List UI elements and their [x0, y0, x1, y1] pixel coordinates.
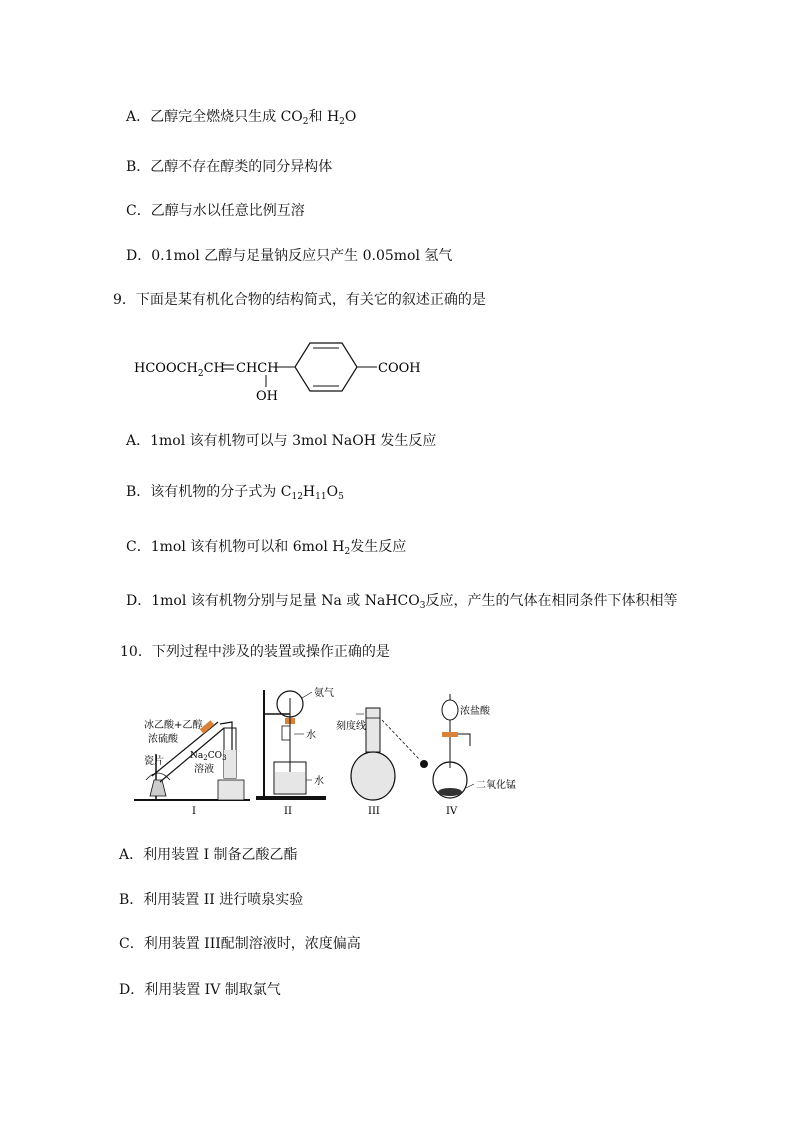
structure-oh: OH — [256, 389, 278, 404]
label-na2co3: $Na_2CO_3$ — [190, 751, 227, 762]
apparatus-ii — [256, 686, 334, 817]
q9-stem: 9．下面是某有机化合物的结构简式，有关它的叙述正确的是 — [113, 292, 486, 308]
stopper-iv — [442, 732, 458, 737]
q10-stem: 10．下列过程中涉及的装置或操作正确的是 — [120, 644, 390, 660]
q9-option-c: C．1mol 该有机物可以和 6mol $H_2$发生反应 — [126, 539, 407, 557]
label-mno2: 二氧化锰 — [476, 780, 516, 791]
q10-apparatus-figure — [130, 684, 530, 824]
benzene-ring — [295, 343, 357, 391]
structure-chch: CHCH — [236, 361, 279, 376]
funnel-iv — [442, 700, 458, 720]
q9-option-b: B．该有机物的分子式为 $C_{12}H_{11}O_5$ — [126, 484, 344, 502]
label-water2: 水 — [314, 776, 324, 787]
label-ethanol-acid: 冰乙酸+乙醇 — [144, 720, 203, 731]
label-conc-hcl: 浓盐酸 — [460, 706, 490, 717]
q10-option-d: D．利用装置 IV 制取氯气 — [119, 982, 281, 998]
flask-neck-iii — [366, 708, 380, 752]
q10-option-c: C．利用装置 III配制溶液时，浓度偏高 — [119, 936, 361, 952]
label-scale-line: 刻度线 — [336, 721, 366, 732]
q9-option-a: A．1mol 该有机物可以与 3mol NaOH 发生反应 — [126, 433, 437, 449]
label-porcelain: 瓷片 — [144, 756, 164, 767]
label-ammonia: 氨气 — [314, 688, 334, 699]
sight-line-iii — [382, 720, 420, 760]
outlet-tube-iv — [458, 734, 470, 746]
eye-iii — [420, 760, 428, 768]
dropper-ii — [282, 726, 290, 740]
flask-body-iii — [351, 752, 395, 800]
label-iii: III — [368, 806, 380, 817]
base-ii — [256, 796, 326, 800]
label-i: I — [192, 806, 196, 817]
q8-option-c: C．乙醇与水以任意比例互溶 — [126, 203, 305, 219]
label-water1: 水 — [306, 730, 316, 741]
q9-structure-figure — [130, 335, 430, 410]
apparatus-iv — [433, 694, 516, 817]
label-iv: IV — [446, 806, 458, 817]
q8-option-a: A．乙醇完全燃烧只生成 $CO_2$和 $H_2O$ — [126, 109, 357, 127]
q10-option-b: B．利用装置 II 进行喷泉实验 — [119, 892, 304, 908]
label-conc-sulfuric: 浓硫酸 — [148, 734, 178, 745]
lamp-i — [150, 780, 166, 796]
label-solution: 溶液 — [194, 764, 214, 775]
q10-option-a: A．利用装置 I 制备乙酸乙酯 — [119, 847, 298, 863]
structure-cooh: COOH — [378, 361, 421, 376]
q8-option-d: D．0.1mol 乙醇与足量钠反应只产生 0.05mol 氢气 — [126, 248, 453, 264]
structure-left: $HCOOCH_2CH$ — [134, 361, 225, 379]
apparatus-iii — [336, 708, 428, 817]
leader-ammonia — [302, 692, 312, 698]
block-i — [218, 780, 244, 800]
q8-option-b: B．乙醇不存在醇类的同分异构体 — [126, 159, 333, 175]
q9-option-d: D．1mol 该有机物分别与足量 Na 或 NaHCO$_3$反应，产生的气体在相同条件下体积相等 — [126, 593, 678, 611]
mno2-solid — [438, 788, 462, 796]
leader-mno2 — [466, 784, 474, 788]
label-ii: II — [284, 806, 292, 817]
apparatus-i — [134, 718, 250, 817]
beaker-water-ii — [275, 772, 305, 793]
